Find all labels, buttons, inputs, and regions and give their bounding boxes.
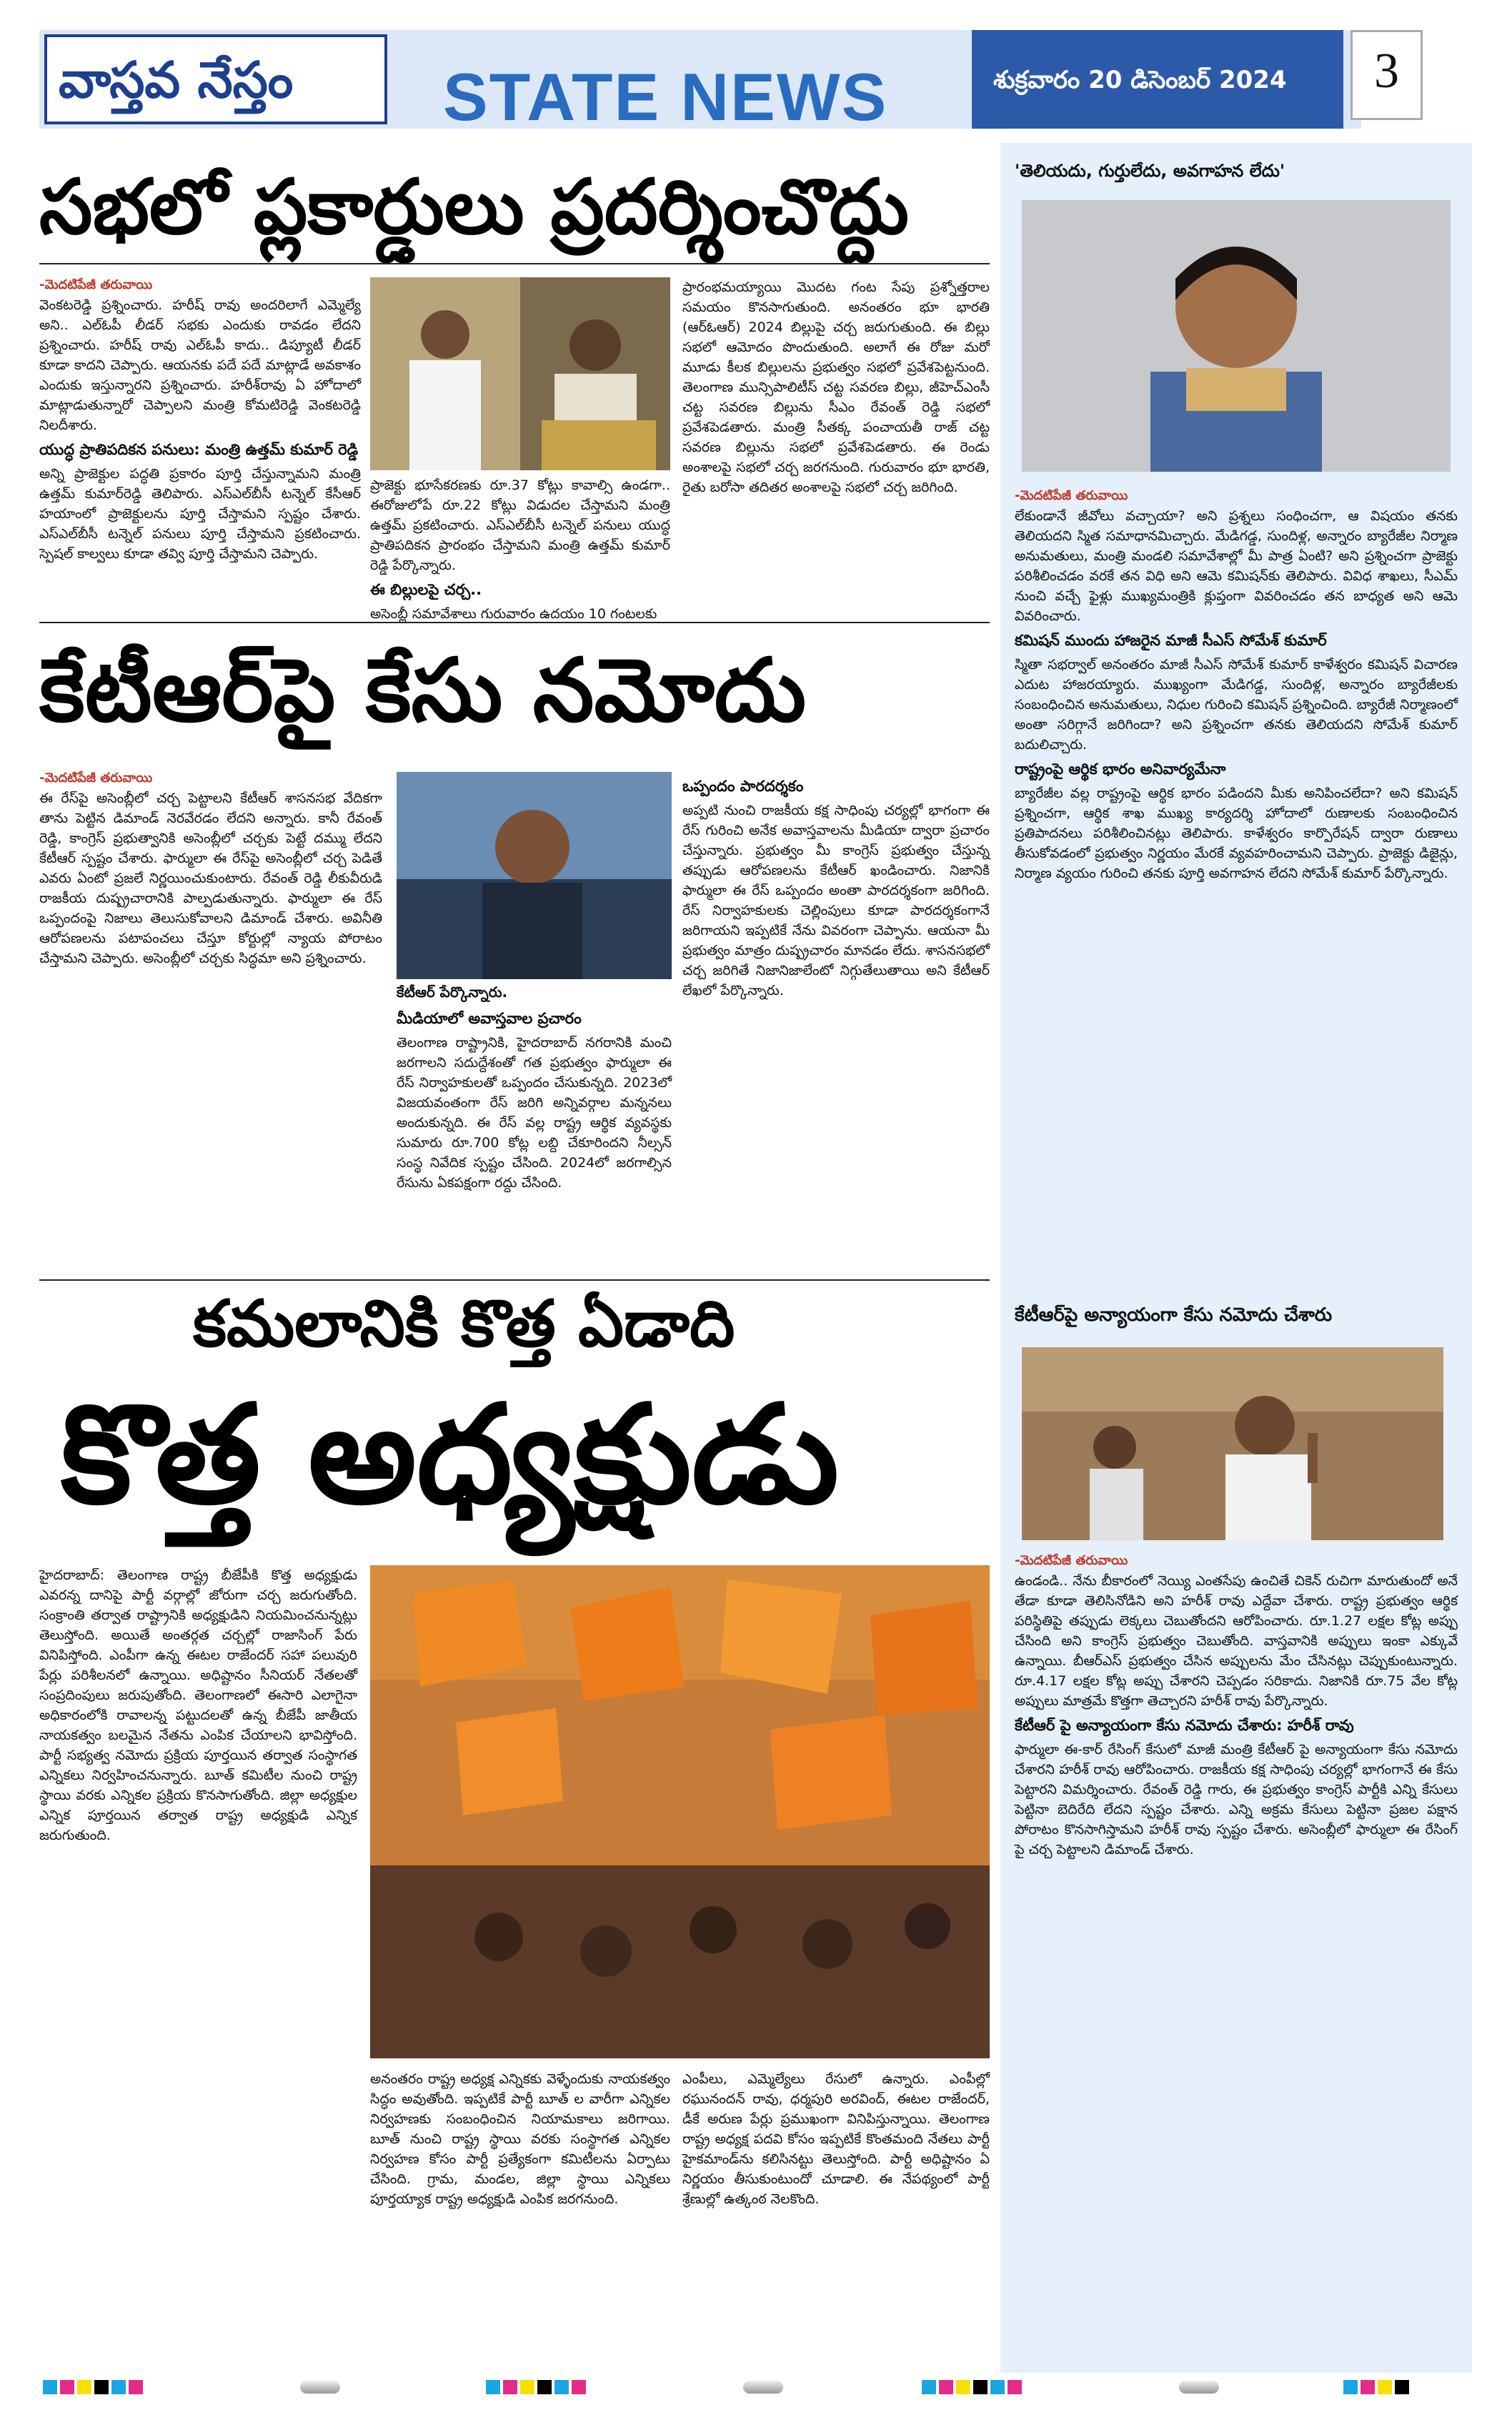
story3-paragraph: ఎంపీలు, ఎమ్మెల్యేలు రేసులో ఉన్నారు. ఎంపీల్లో రఘునందన్ రావు, ధర్మపురి అరవింద్, ఈటల రాజేందర్, డీకే అరుణ పేర్లు ప్రముఖంగా వినిపిస్తున్నాయి. తెలంగాణ రాష్ట్ర అధ్యక్ష పదవి కోసం ఇప్పటికే కొంతమంది నేతలు పార్టీ హైకమాండ్‌ను కలిసినట్టు తెలుస్తోంది. పార్టీ అధిష్టానం ఏ నిర్ణయం తీసుకుంటుందో చూడాలి. ఈ నేపథ్యంలో పార్టీ శ్రేణుల్లో ఉత్కంఠ నెలకొంది. [682,2071,990,2207]
story1-column-1 [39,275,361,611]
sidebar-column [1015,486,1458,1294]
sidebar-subhead-2: రాష్ట్రంపై ఆర్థిక భారం అనివార్యమేనా [1015,760,1226,778]
registration-pill [743,2381,783,2394]
story2-subhead-1: మీడియాలో అవాస్తవాల ప్రచారం [397,1010,582,1027]
ktr-photo-image [397,772,672,979]
story2-paragraph: తెలంగాణ రాష్ట్రానికి, హైదరాబాద్ నగరానికి మంచి జరగాలని సదుద్దేశంతో గత ప్రభుత్వం ఫార్ములా ఈ రేస్ నిర్వాహకులతో ఒప్పందం చేసుకున్నది. 2023లో విజయవంతంగా రేస్ జరిగి అన్నివర్గాల మన్ననలు అందుకున్నది. ఈ రేస్ వల్ల రాష్ట్ర ఆర్థిక వ్యవస్థకు సుమారు రూ.700 కోట్ల లబ్ది చేకూరిందని నీల్సన్ సంస్థ నివేదిక స్పష్టం చేసింది. 2024లో జరగాల్సిన రేసును ఏకపక్షంగా రద్దు చేసింది. [397,1035,672,1191]
story1-column-3 [682,277,990,611]
story1-paragraph: ప్రారంభమయ్యాయి మొదట గంట సేపు ప్రశ్నోత్తరాల సమయం కొనసాగుతుంది. అనంతరం భూ భారతి (ఆర్ఓఆర్) 2024 బిల్లుపై చర్చ జరుగుతుంది. ఈ బిల్లు సభలో ఆమోదం పొందుతుంది. అలాగే ఈ రోజు మరో మూడు కీలక బిల్లులను ప్రభుత్వం సభలో ప్రవేశపెట్టనుంది. తెలంగాణ మున్సిపాలిటీస్ చట్ట సవరణ బిల్లు, జీహెచ్ఎంసీ చట్ట సవరణ బిల్లును సీఎం రేవంత్ రెడ్డి సభలో ప్రవేశపెడతారు. మంత్రి సీతక్క పంచాయతీ రాజ్ చట్ట సవరణ బిల్లును సభలో ప్రవేశపెడతారు. ఈ రెండు అంశాలపై సభలో చర్చ జరగనుంది. గురువారం భూ భారతి, రైతు బరోసా తదితర అంశాలపై సభలో చర్చ జరిగింది. [682,279,990,495]
story2-paragraph: ఈ రేస్‌పై అసెంబ్లీలో చర్చ పెట్టాలని కేటీఆర్ శాసనసభ వేదికగా తాను పెట్టిన డిమాండ్‌ నెరవేరడం లేదని అన్నారు. కానీ రేవంత్ రెడ్డి, కాంగ్రెస్ ప్రభుత్వానికి అసెంబ్లీలో చర్చకు పెట్టే దమ్ము లేదని కేటీఆర్ స్పష్టం చేశారు. ఫార్ములా ఈ రేస్‌పై అసెంబ్లీలో చర్చ పెడితే ఎవరు ఏంటో ప్రజలే నిర్ణయించుకుంటారు. రేవంత్ రెడ్డి లీకువీరుడి రాజకీయ దుష్ప్రచారానికి పాల్పడుతున్నారు. ఫార్ములా ఈ రేస్ ఒప్పందంపై నిజాలు తెలుసుకోవాలని డిమాండ్ చేశారు. అవినీతి ఆరోపణలను పటాపంచలు చేస్తూ కోర్టుల్లో న్యాయ పోరాటం చేస్తామని చెప్పారు. అసెంబ్లీలో చర్చకు సిద్ధమా అని ప్రశ్నించారు. [39,790,382,966]
sidebar-caption-2: కేటీఆర్‌పై అన్యాయంగా కేసు నమోదు చేశారు [1015,1304,1333,1326]
sidebar-subhead-1: కమిషన్ ముందు హాజరైన మాజీ సీఎస్ సోమేశ్ కుమార్ [1015,632,1327,649]
story1-byline: -మెదటిపేజీ తరువాయి [39,277,153,292]
story1-paragraph: అన్ని ప్రాజెక్టుల పద్ధతి ప్రకారం పూర్తి చేస్తున్నామని మంత్రి ఉత్తమ్ కుమార్‌రెడ్డి తెలిపారు. ఎస్ఎల్‌బీసీ టన్నెల్ కేసీఆర్ హయాంలో ప్రాజెక్టులను పూర్తి చేస్తామని స్పష్టం చేశారు. ఎస్ఎల్‌బీసీ టన్నెల్ పనులు పూర్తి చేస్తామని ప్రకటించారు. స్పెషల్‌ కాల్వలు కూడా తవ్వి పూర్తి చేస్తామని చెప్పారు. [39,466,361,562]
story1-headline: సభలో ప్లకార్డులు ప్రదర్శించొద్దు [39,163,909,251]
sidebar-paragraph: ఫార్ములా ఈ-కార్ రేసింగ్ కేసులో మాజీ మంత్రి కేటీఆర్ పై అన్యాయంగా కేసు నమోదు చేశారని హరీశ్ రావు ఆరోపించారు. రాజకీయ కక్ష సాధింపు చర్యల్లో భాగంగానే ఈ కేసు పెట్టారని విమర్శించారు. రేవంత్ రెడ్డి గారు, ఈ ప్రభుత్వం కాంగ్రెస్ పార్టీకి ఎన్ని కేసులు పెట్టినా బెదిరేది లేదని స్పష్టం చేశారు. ఎన్ని అక్రమ కేసులు పెట్టినా ప్రజల పక్షాన పోరాటం కొనసాగిస్తామని హరీశ్ రావు స్పష్టం చేశారు. అసెంబ్లీలో ఫార్ములా ఈ రేసింగ్ పై చర్చ పెట్టాలని డిమాండ్ చేశారు. [1015,1742,1458,1858]
story3-column-3 [682,2069,990,2337]
registration-strip [486,2380,586,2394]
registration-pill [1179,2381,1219,2394]
story3-paragraph: అనంతరం రాష్ట్ర అధ్యక్ష ఎన్నికకు వెళ్ళేందుకు నాయకత్వం సిద్ధం అవుతోంది. ఇప్పటికే పార్టీ బూత్ ల వారీగా ఎన్నికల నిర్వహణకు సంబంధించిన నియామకాలు జరిగాయి. బూత్ నుంచి రాష్ట్ర స్థాయి వరకు సంస్థాగత ఎన్నికల నిర్వహణ కోసం పార్టీ ప్రత్యేకంగా కమిటీలను ఏర్పాటు చేసింది. గ్రామ, మండల, జిల్లా స్థాయి ఎన్నికలు పూర్తయ్యాక రాష్ట్ర అధ్యక్షుడి ఎంపిక జరగనుంది. [370,2071,670,2207]
story2-subhead-2: ఒప్పందం పారదర్శకం [682,778,804,795]
story2-column-1 [39,768,382,1269]
rally-photo-image [370,1565,990,2058]
story2-column-2 [397,1004,672,1269]
story2-headline: కేటీఆర్‌పై కేసు నమోదు [39,640,807,741]
assembly-photo-image [370,277,670,470]
issue-date: శుక్రవారం 20 డిసెంబర్ 2024 [993,66,1287,94]
story1-subhead-1: యుద్ధ ప్రాతిపదికన పనులు: మంత్రి ఉత్తమ్ కుమార్ రెడ్డి [39,441,359,458]
story1-paragraph: వెంకటరెడ్డి ప్రశ్నించారు. హరీష్ రావు అందరిలాగే ఎమ్మెల్యే అని.. ఎల్ఓపీ లీడర్ సభకు ఎందుకు రావడం లేదని ప్రశ్నించారు. హరీష్ రావు ఎల్ఓపీ కాదు.. డిప్యూటీ లీడర్ కూడా కాదని చెప్పారు. ఆయనకు పదే పదే మాట్లాడే అవకాశం ఎందుకు ఇస్తున్నారని ప్రశ్నించారు. హరీశ్‌రావు ఏ హోదాలో మాట్లాడుతున్నారో చెప్పాలని మంత్రి కోమటిరెడ్డి వెంకటరెడ్డి నిలదీశారు. [39,297,361,433]
ktr-photo-caption: కేటీఆర్ పేర్కొన్నారు. [397,983,508,1001]
story3-headline: కొత్త అధ్యక్షుడు [61,1376,840,1534]
story2-paragraph: అప్పటి నుంచి రాజకీయ కక్ష సాధింపు చర్యల్లో భాగంగా ఈ రేస్ గురించి అనేక అవాస్తవాలను మీడియా ద్వారా ప్రచారం చేస్తున్నారు. ప్రభుత్వం మీ కాంగ్రెస్ ప్రభుత్వం చేస్తున్న తప్పుడు ఆరోపణలను కేటీఆర్ ఖండించారు. నిజానికి ఫార్ములా ఈ రేస్ ఒప్పందం అంతా పారదర్శకంగా జరిగింది. రేస్ నిర్వాహకులకు చెల్లింపులు కూడా పారదర్శకంగానే జరిగాయని ఇప్పటికే నేను వివరంగా చెప్పాను. ఆయనా మీ ప్రభుత్వం మాత్రం దుష్ప్రచారం మానడం లేదు. శాసనసభలో చర్చ జరిగితే నిజానిజాలేంటో నిగ్గుతేలుతాయి అని కేటీఆర్ లేఖలో పేర్కొన్నారు. [682,803,990,998]
harish-photo [1022,1347,1443,1540]
section-title: STATE NEWS [443,59,888,134]
smita-photo [1022,200,1451,472]
story2-byline: -మెదటిపేజీ తరువాయి [39,770,153,785]
story3-kicker: కమలానికి కొత్త ఏడాది [193,1286,735,1362]
story1-subhead-2: ఈ బిల్లులపై చర్చ.. [370,581,482,598]
page-number: 3 [1351,30,1423,120]
story1-paragraph: అసెంబ్లీ సమావేశాలు గురువారం ఉదయం 10 గంటలకు [370,606,657,622]
divider [39,622,990,623]
ktr-photo [397,772,672,979]
divider [39,1279,990,1281]
sidebar-column-2 [1015,1551,1458,2337]
harish-photo-image [1022,1347,1443,1540]
assembly-photo [370,277,670,470]
sidebar-paragraph: లేకుండానే జీవోలు వచ్చాయా? అని ప్రశ్నలు సంధించగా, ఆ విషయం తనకు తెలియదని స్మిత సమాధానమిచ్చారు. మేడిగడ్డ, సుందిళ్ల, అన్నారం బ్యారేజీల నిర్మాణ అనుమతులు, మంత్రి మండలి సమావేశాల్లో మీ పాత్ర ఏంటి? అని ప్రశ్నించగా ప్రాజెక్టు పరిశీలించడం వరకే తన విధి అని ఆమె కమిషన్‌కు తెలిపారు. వివిధ శాఖలు, సీఎమ్ నుంచి వచ్చే ఫైళ్లు ముఖ్యమంత్రికి క్లుప్తంగా వివరించడం తన బాధ్యత అని ఆమె వివరించారు. [1015,508,1458,624]
registration-pill [300,2381,340,2394]
registration-strip [43,2380,143,2394]
story2-column-3 [682,772,990,1269]
sidebar-paragraph: ఉండండి.. నేను బీకారంలో నెయ్యి ఎంతసేపు ఉంచితే చికెన్ రుచిగా మారుతుందో అనే తేడా కూడా తెలిసినోడిని అని హరీశ్ రావు ఎద్దేవా చేశారు. రాష్ట్ర ప్రభుత్వం ఆర్థిక పరిస్థితిపై తప్పుడు లెక్కలు చెబుతోందని ఆరోపించారు. రూ.1.27 లక్షల కోట్ల అప్పు చేసింది అని కాంగ్రెస్ ప్రభుత్వం చెబుతోంది. వాస్తవానికి అప్పులు ఇంకా ఎక్కువే ఉన్నాయి. బీఆర్ఎస్ ప్రభుత్వం చేసిన అప్పులను మేం చేసినట్లు చెప్పుకుంటున్నారు. రూ.4.17 లక్షల కోట్ల అప్పు చేశారని చెప్పడం సరికాదు. నిజానికి రూ.75 వేల కోట్ల అప్పులు మాత్రమే కొత్తగా తెచ్చారని హరీశ్ రావు పేర్కొన్నారు. [1015,1573,1458,1709]
sidebar-paragraph: బ్యారేజీల వల్ల రాష్ట్రంపై ఆర్థిక భారం పడిందని మీకు అనిపించలేదా? అని కమిషన్ ప్రశ్నించగా, ఆర్థిక శాఖ ముఖ్య కార్యదర్శి హోదాలో రుణాలకు సంబంధించిన ప్రతిపాదనలు పరిశీలించినట్లు తెలిపారు. కాళేశ్వరం కార్పొరేషన్ ద్వారా రుణాలు తీసుకోవడంలో ప్రభుత్వం నిర్ణయం మేరకే వ్యవహరించామని చెప్పారు. ప్రాజెక్టు డిజైన్లు, నిర్మాణ వ్యయం గురించి తనకు పూర్తి అవగాహన లేదని సోమేశ్ కుమార్ పేర్కొన్నారు. [1015,785,1458,881]
smita-photo-image [1022,200,1451,472]
newspaper-logo: వాస్తవ నేస్తం [59,50,294,109]
sidebar-subhead-3: కేటీఆర్ పై అన్యాయంగా కేసు నమోదు చేశారు: హరీశ్ రావు [1015,1717,1354,1734]
registration-strip [922,2380,1022,2394]
divider [39,263,990,264]
story3-column-2 [370,2069,670,2337]
rally-photo [370,1565,990,2058]
sidebar-byline: -మెదటిపేజీ తరువాయి [1015,488,1128,503]
sidebar-byline-2: -మెదటిపేజీ తరువాయి [1015,1553,1128,1568]
story1-paragraph: ప్రాజెక్టు భూసేకరణకు రూ.37 కోట్లు కావాల్సి ఉండగా.. ఈరోజులోపే రూ.22 కోట్లు విడుదల చేస్తామని మంత్రి ఉత్తమ్ ప్రకటించారు. ఎస్ఎల్‌బీసీ టన్నెల్ పనులు యుద్ధ ప్రాతిపదికన ప్రారంభం చేస్తామని మంత్రి ఉత్తమ్ కుమార్ రెడ్డి పేర్కొన్నారు. [370,477,670,573]
sidebar-paragraph: స్మితా సభర్వాల్ అనంతరం మాజీ సీఎస్ సోమేశ్ కుమార్‌ కాళేశ్వరం కమిషన్ విచారణ ఎదుట హాజరయ్యారు. ముఖ్యంగా మేడిగడ్డ, సుందిళ్ల, అన్నారం బ్యారేజీలకు సంబంధించిన అనుమతులు, నిధుల గురించి కమిషన్ ప్రశ్నించింది. బ్యారేజీ నిర్మాణంలో అంతా సరిగ్గానే జరిగిందా? అని ప్రశ్నించగా తనకు తెలియదని సోమేశ్ కుమార్ బదులిచ్చారు. [1015,657,1458,753]
story3-column-1 [39,1565,357,2337]
sidebar-quote: 'తెలియదు, గుర్తులేదు, అవగాహన లేదు' [1015,161,1285,181]
registration-strip [1343,2380,1409,2394]
story3-paragraph: హైదరాబాద్: తెలంగాణ రాష్ట్ర బీజేపీకి కొత్త అధ్యక్షుడు ఎవరన్న దానిపై పార్టీ వర్గాల్లో జోరుగా చర్చ జరుగుతోంది. సంక్రాంతి తర్వాత రాష్ట్రానికి అధ్యక్షుడిని నియమించనున్నట్లు తెలుస్తోంది. అయితే అంతర్గత చర్చల్లో రాజాసింగ్ పేరు వినిపిస్తోంది. ఎంపీగా ఉన్న ఈటల రాజేందర్ సహా పలువురి పేర్లు పరిశీలనలో ఉన్నాయి. అధిష్టానం సీనియర్ నేతలతో సంప్రదింపులు జరుపుతోంది. తెలంగాణలో ఈసారి ఎలాగైనా అధికారంలోకి రావాలన్న పట్టుదలతో ఉన్న బీజేపీ జాతీయ నాయకత్వం బలమైన నేతను ఎంపిక చేయాలని భావిస్తోంది. పార్టీ సభ్యత్వ నమోదు ప్రక్రియ పూర్తయిన తర్వాత సంస్థాగత ఎన్నికలు నిర్వహించనున్నారు. బూత్ కమిటీల నుంచి రాష్ట్ర స్థాయి వరకు ఎన్నికల ప్రక్రియ కొనసాగుతోంది. జిల్లా అధ్యక్షుల ఎన్నిక పూర్తయిన తర్వాత రాష్ట్ర అధ్యక్షుడి ఎన్నిక జరుగుతుంది. [39,1567,357,1843]
story1-column-2 [370,475,670,622]
